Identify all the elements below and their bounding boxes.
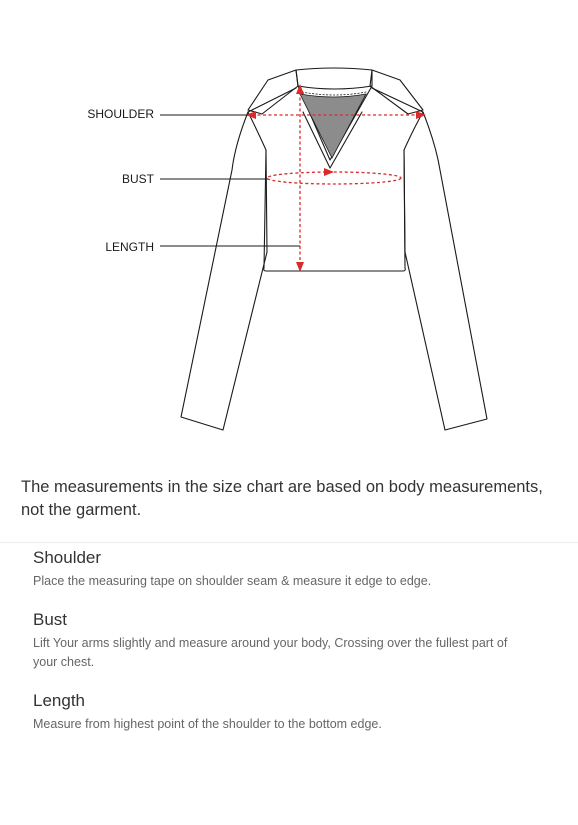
shoulder-section-title: Shoulder	[33, 548, 102, 567]
shoulder-arrow-right	[416, 111, 426, 119]
right-collar	[370, 70, 423, 114]
bust-section	[33, 609, 553, 672]
right-sleeve-outline	[404, 112, 487, 430]
section-divider	[0, 542, 578, 543]
collar-band	[296, 68, 372, 89]
length-section-description: Measure from highest point of the shoulder to the bottom edge.	[33, 717, 382, 731]
length-section-title: Length	[33, 691, 85, 710]
garment-body-outline	[264, 150, 406, 271]
shoulder-label: SHOULDER	[87, 107, 154, 121]
bust-measure-loop	[267, 172, 401, 184]
length-section	[33, 690, 553, 734]
bust-section-description: Lift Your arms slightly and measure around your body, Crossing over the fullest part of your chest.	[33, 636, 508, 669]
left-collar	[248, 70, 298, 114]
shoulder-section-description: Place the measuring tape on shoulder seam & measure it edge to edge.	[33, 574, 432, 588]
bust-arrow	[324, 168, 334, 176]
length-arrow-top	[296, 84, 304, 94]
length-label: LENGTH	[105, 240, 154, 254]
left-sleeve-outline	[181, 112, 267, 430]
bust-section-title: Bust	[33, 610, 68, 629]
shoulder-section	[33, 547, 553, 591]
measurement-note: The measurements in the size chart are based on body measurements, not the garment.	[21, 478, 543, 519]
bust-label: BUST	[121, 172, 154, 186]
